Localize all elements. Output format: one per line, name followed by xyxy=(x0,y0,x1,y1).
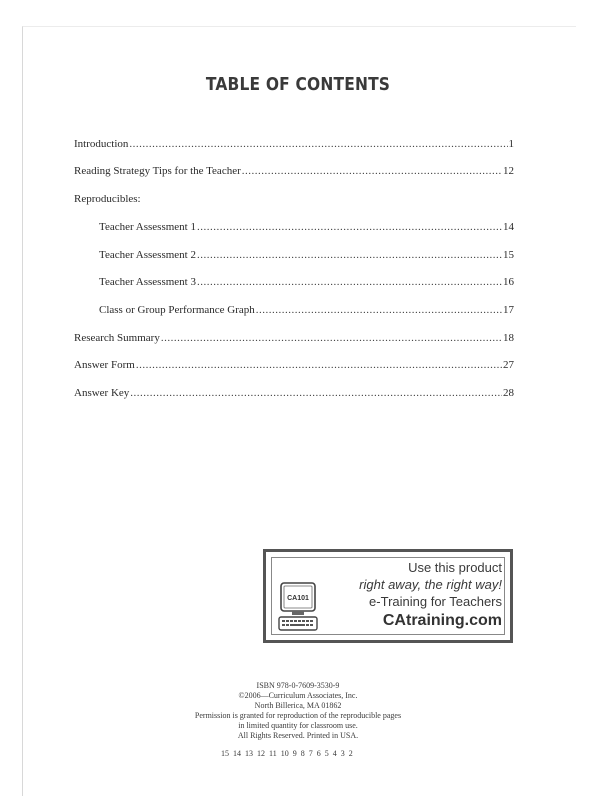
toc-page-number: 15 xyxy=(503,249,514,261)
toc-label: Research Summary xyxy=(74,332,160,344)
rights-text: All Rights Reserved. Printed in USA. xyxy=(237,731,359,740)
permission-text: Permission is granted for reproduction of the reproducible pages xyxy=(194,711,402,720)
ad-subtitle: e-Training for Teachers xyxy=(369,594,502,609)
ad-tagline: right away, the right way! xyxy=(359,577,502,592)
toc-page-number: 17 xyxy=(503,304,514,316)
toc-label: Teacher Assessment 1 xyxy=(99,221,196,233)
toc-page-number: 27 xyxy=(503,359,514,371)
toc-page-number: 14 xyxy=(503,221,514,233)
toc-label: Introduction xyxy=(74,138,129,150)
dot-leader xyxy=(197,221,502,233)
toc-entry-performance-graph[interactable] xyxy=(99,304,514,322)
copyright-block xyxy=(0,681,596,741)
training-ad-box xyxy=(263,549,513,643)
isbn-text: ISBN 978-0-7609-3530-9 xyxy=(256,681,340,690)
toc-entry-teacher-assessment-1[interactable] xyxy=(99,221,514,239)
toc-page-number: 18 xyxy=(503,332,514,344)
toc-label: Reading Strategy Tips for the Teacher xyxy=(74,165,241,177)
toc-label: Class or Group Performance Graph xyxy=(99,304,255,316)
dot-leader xyxy=(136,359,502,371)
toc-page-number: 1 xyxy=(508,138,514,150)
dot-leader xyxy=(197,276,502,288)
toc-page-number: 28 xyxy=(503,387,514,399)
print-number-line: 15 14 13 12 11 10 9 8 7 6 5 4 3 2 xyxy=(221,749,353,758)
toc-entry-reading-strategy-tips[interactable] xyxy=(74,165,514,183)
ad-headline: Use this product xyxy=(408,560,502,575)
toc-entry-answer-form[interactable] xyxy=(74,359,514,377)
toc-label: Teacher Assessment 2 xyxy=(99,249,196,261)
toc-page-number: 16 xyxy=(503,276,514,288)
copyright-text: ©2006—Curriculum Associates, Inc. xyxy=(238,691,358,700)
toc-entry-teacher-assessment-3[interactable] xyxy=(99,276,514,294)
computer-icon xyxy=(278,582,318,634)
dot-leader xyxy=(242,165,502,177)
toc-label: Reproducibles: xyxy=(74,193,141,205)
toc-section-reproducibles xyxy=(74,193,514,211)
ad-text xyxy=(359,559,502,631)
toc-label: Teacher Assessment 3 xyxy=(99,276,196,288)
toc-entry-answer-key[interactable] xyxy=(74,387,514,405)
toc-label: Answer Key xyxy=(74,387,130,399)
ad-url-link[interactable]: CAtraining.com xyxy=(382,612,502,629)
page-title: TABLE OF CONTENTS xyxy=(205,74,391,95)
toc-entry-introduction[interactable] xyxy=(74,138,514,156)
dot-leader xyxy=(161,332,502,344)
screen-label: CA101 xyxy=(287,595,309,602)
permission-text-2: in limited quantity for classroom use. xyxy=(238,721,358,730)
toc-page-number: 12 xyxy=(503,165,514,177)
toc-label: Answer Form xyxy=(74,359,135,371)
dot-leader xyxy=(197,249,502,261)
toc-entry-research-summary[interactable] xyxy=(74,332,514,350)
toc-entry-teacher-assessment-2[interactable] xyxy=(99,249,514,267)
dot-leader xyxy=(256,304,502,316)
address-text: North Billerica, MA 01862 xyxy=(254,701,342,710)
dot-leader xyxy=(129,138,507,150)
dot-leader xyxy=(130,387,502,399)
